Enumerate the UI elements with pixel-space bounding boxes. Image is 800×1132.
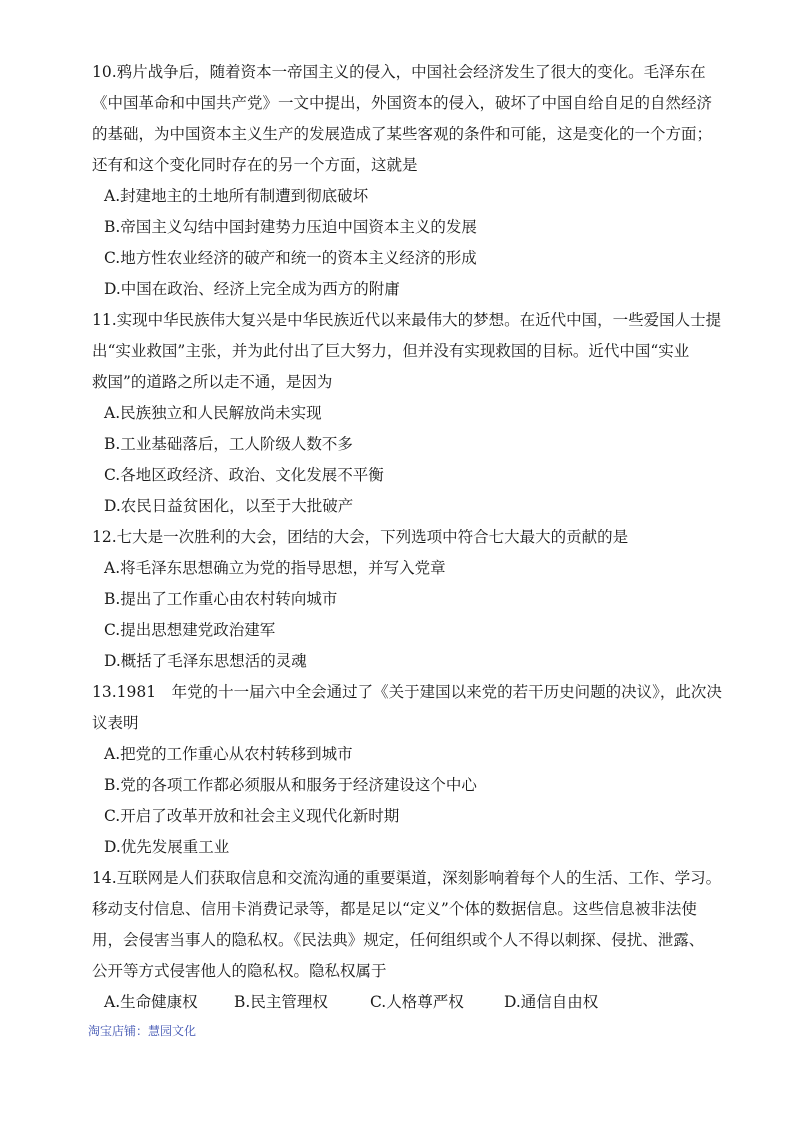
question-12-option-a: A.将毛泽东思想确立为党的指导思想，并写入党章 [104,559,446,577]
question-11-text: 救国”的道路之所以走不通，是因为 [92,373,333,391]
question-14-option-b: B.民主管理权 [234,993,328,1011]
question-14-options [104,992,704,1012]
question-10-text: 还有和这个变化同时存在的另一个方面，这就是 [92,156,418,174]
question-10-text: 的基础，为中国资本主义生产的发展造成了某些客观的条件和可能，这是变化的一个方面； [92,125,713,143]
question-13-option-a: A.把党的工作重心从农村转移到城市 [104,745,353,763]
question-13-text: 13.1981 年党的十一届六中全会通过了《关于建国以来党的若干历史问题的决议》，此次决 [92,683,722,701]
footer-shop-label: 淘宝店铺：慧园文化 [88,1024,197,1038]
question-11-option-a: A.民族独立和人民解放尚未实现 [104,404,322,422]
question-12-option-b: B.提出了工作重心由农村转向城市 [104,590,338,608]
question-10-option-b: B.帝国主义勾结中国封建势力压迫中国资本主义的发展 [104,218,477,236]
question-10-option-d: D.中国在政治、经济上完全成为西方的附庸 [104,280,400,298]
question-13-option-b: B.党的各项工作都必须服从和服务于经济建设这个中心 [104,776,477,794]
question-14-text: 14.互联网是人们获取信息和交流沟通的重要渠道，深刻影响着每个人的生活、工作、学习。 [92,869,722,887]
question-14-text: 用，会侵害当事人的隐私权。《民法典》规定，任何组织或个人不得以刺探、侵扰、泄露、 [92,931,705,949]
question-12-option-c: C.提出思想建党政治建军 [104,621,276,639]
question-11-text: 出“实业救国”主张，并为此付出了巨大努力，但并没有实现救国的目标。近代中国“实业 [92,342,690,360]
question-11-option-d: D.农民日益贫困化，以至于大批破产 [104,497,354,515]
question-13-option-d: D.优先发展重工业 [104,838,230,856]
question-14-text: 公开等方式侵害他人的隐私权。隐私权属于 [92,962,387,980]
question-11-text: 11.实现中华民族伟大复兴是中华民族近代以来最伟大的梦想。在近代中国，一些爱国人士提 [92,311,722,329]
question-14-text: 移动支付信息、信用卡消费记录等，都是足以“定义”个体的数据信息。这些信息被非法使 [92,900,697,918]
question-13-option-c: C.开启了改革开放和社会主义现代化新时期 [104,807,400,825]
question-10-text: 10.鸦片战争后，随着资本一帝国主义的侵入，中国社会经济发生了很大的变化。毛泽东在 [92,63,706,81]
question-13-text: 议表明 [92,714,139,732]
question-14-option-c: C.人格尊严权 [370,993,464,1011]
question-11-option-b: B.工业基础落后，工人阶级人数不多 [104,435,353,453]
question-11-option-c: C.各地区政经济、政治、文化发展不平衡 [104,466,384,484]
question-12-option-d: D.概括了毛泽东思想活的灵魂 [104,652,307,670]
question-10-option-c: C.地方性农业经济的破产和统一的资本主义经济的形成 [104,249,477,267]
question-10-option-a: A.封建地主的土地所有制遭到彻底破坏 [104,187,369,205]
question-14-option-a: A.生命健康权 [104,993,198,1011]
question-12-text: 12.七大是一次胜利的大会，团结的大会，下列选项中符合七大最大的贡献的是 [92,528,629,546]
question-14-option-d: D.通信自由权 [504,993,599,1011]
question-10-text: 《中国革命和中国共产党》一文中提出，外国资本的侵入，破坏了中国自给自足的自然经济 [92,94,713,112]
